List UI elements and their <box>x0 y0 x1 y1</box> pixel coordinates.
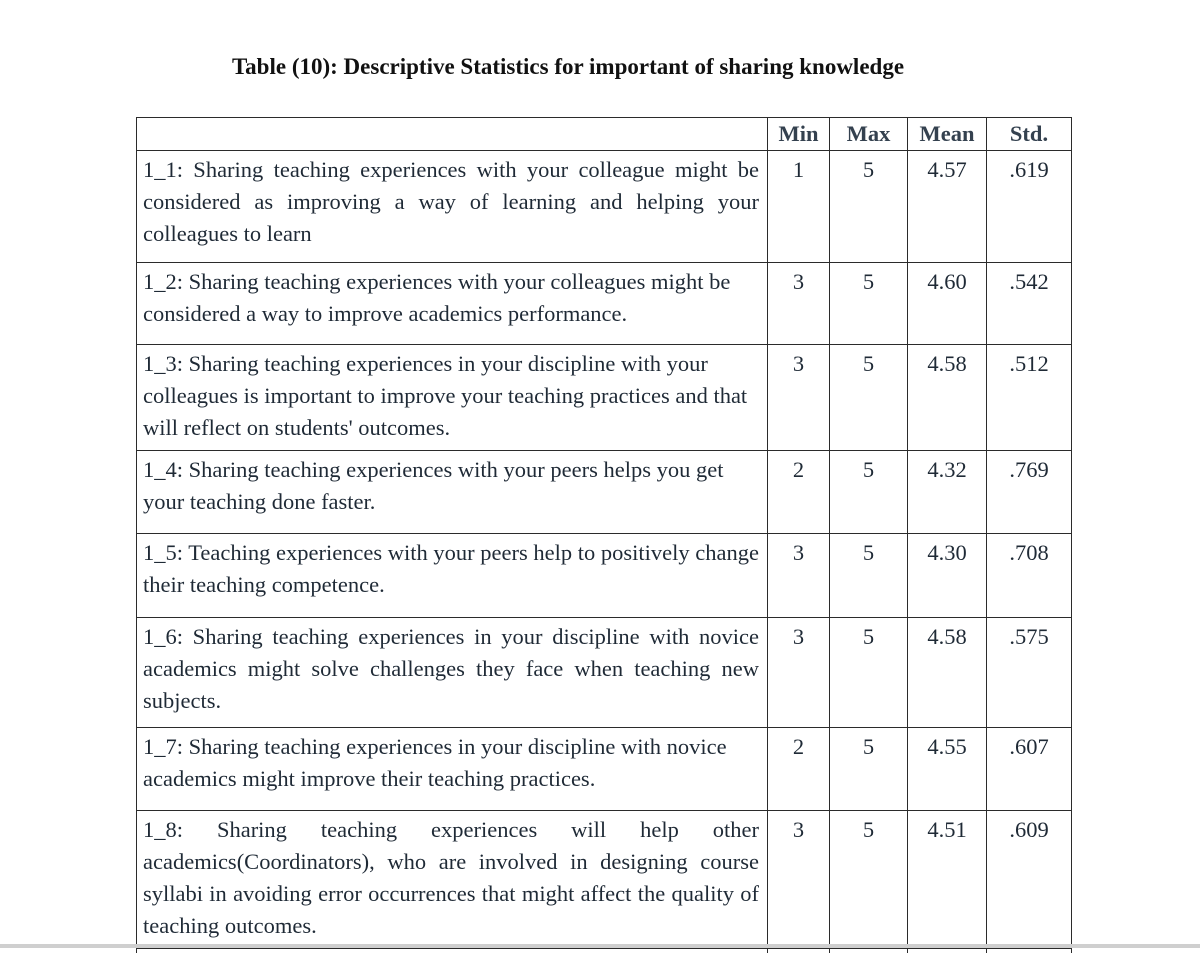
mean-value: 4.60 <box>908 263 987 345</box>
table-row <box>137 534 1072 618</box>
table-row <box>137 451 1072 534</box>
min-value: 3 <box>768 345 830 451</box>
std-value: .542 <box>987 263 1072 345</box>
max-value: 5 <box>830 618 908 728</box>
descriptive-statistics-table <box>136 117 1072 953</box>
min-value: 3 <box>768 534 830 618</box>
mean-value: 4.58 <box>908 345 987 451</box>
continuation-cell <box>987 949 1072 953</box>
continuation-cell <box>768 949 830 953</box>
max-value: 5 <box>830 345 908 451</box>
continuation-cell <box>830 949 908 953</box>
item-text: 1_7: Sharing teaching experiences in your discipline with novice academics might improve their teaching practices. <box>137 728 768 811</box>
min-value: 3 <box>768 811 830 949</box>
max-value: 5 <box>830 728 908 811</box>
table-row <box>137 263 1072 345</box>
item-text: 1_3: Sharing teaching experiences in your discipline with your colleagues is important to improve your teaching practices and that will reflect on students' outcomes. <box>137 345 768 451</box>
table-row <box>137 728 1072 811</box>
mean-value: 4.55 <box>908 728 987 811</box>
table-header-row <box>137 118 1072 151</box>
item-text: 1_4: Sharing teaching experiences with your peers helps you get your teaching done faster. <box>137 451 768 534</box>
continuation-cell <box>137 949 768 953</box>
min-value: 3 <box>768 618 830 728</box>
page-bottom-edge <box>0 944 1200 948</box>
item-text: 1_8: Sharing teaching experiences will help other academics(Coordinators), who are involved in designing course syllabi in avoiding error occurrences that might affect the quality of teaching outcomes. <box>137 811 768 949</box>
max-value: 5 <box>830 263 908 345</box>
header-mean: Mean <box>908 118 987 151</box>
max-value: 5 <box>830 451 908 534</box>
mean-value: 4.30 <box>908 534 987 618</box>
std-value: .769 <box>987 451 1072 534</box>
std-value: .512 <box>987 345 1072 451</box>
table-title: Table (10): Descriptive Statistics for important of sharing knowledge <box>0 54 1136 80</box>
item-text: 1_1: Sharing teaching experiences with your colleague might be considered as improving a way of learning and helping your colleagues to learn <box>137 151 768 263</box>
min-value: 2 <box>768 728 830 811</box>
header-std: Std. <box>987 118 1072 151</box>
item-text: 1_2: Sharing teaching experiences with your colleagues might be considered a way to improve academics performance. <box>137 263 768 345</box>
mean-value: 4.32 <box>908 451 987 534</box>
min-value: 2 <box>768 451 830 534</box>
header-max: Max <box>830 118 908 151</box>
mean-value: 4.57 <box>908 151 987 263</box>
std-value: .607 <box>987 728 1072 811</box>
item-text: 1_6: Sharing teaching experiences in your discipline with novice academics might solve challenges they face when teaching new subjects. <box>137 618 768 728</box>
min-value: 1 <box>768 151 830 263</box>
max-value: 5 <box>830 534 908 618</box>
table-row <box>137 151 1072 263</box>
mean-value: 4.58 <box>908 618 987 728</box>
mean-value: 4.51 <box>908 811 987 949</box>
std-value: .575 <box>987 618 1072 728</box>
std-value: .708 <box>987 534 1072 618</box>
table-row <box>137 811 1072 949</box>
std-value: .619 <box>987 151 1072 263</box>
std-value: .609 <box>987 811 1072 949</box>
item-text: 1_5: Teaching experiences with your peers help to positively change their teaching competence. <box>137 534 768 618</box>
table-row <box>137 618 1072 728</box>
header-min: Min <box>768 118 830 151</box>
header-item <box>137 118 768 151</box>
table-row <box>137 345 1072 451</box>
max-value: 5 <box>830 151 908 263</box>
min-value: 3 <box>768 263 830 345</box>
continuation-cell <box>908 949 987 953</box>
max-value: 5 <box>830 811 908 949</box>
table-row-continuation <box>137 949 1072 953</box>
